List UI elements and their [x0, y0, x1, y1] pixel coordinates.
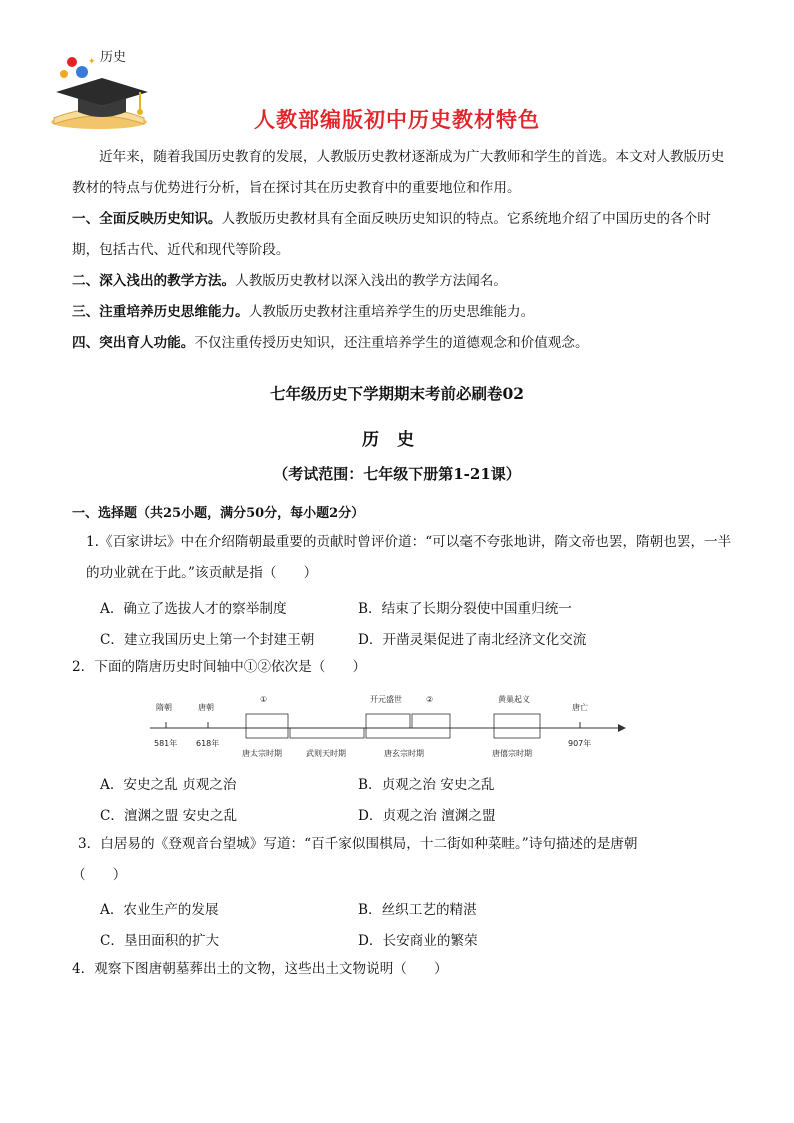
question-3-stem: 3．白居易的《登观音台望城》写道：“百千家似围棋局，十二街如种菜畦。”诗句描述的是唐朝（ ） — [72, 836, 638, 883]
question-3-option-c[interactable]: C．垦田面积的扩大 — [100, 933, 220, 949]
timeline-label-kaiyuan: 开元盛世 — [370, 695, 402, 704]
point-text: 人教版历史教材具有全面反映历史知识的特点。它系统地介绍了中国历史的各个时期，包括古代、近代和现代等阶段。 — [72, 211, 711, 258]
question-3-option-d[interactable]: D．长安商业的繁荣 — [358, 933, 478, 949]
point-title: 四、突出育人功能。 — [72, 335, 195, 351]
timeline-label-2: ② — [426, 695, 434, 704]
timeline-year-907: 907年 — [568, 739, 592, 748]
point-text: 人教版历史教材以深入浅出的教学方法闻名。 — [235, 273, 507, 289]
banner-title: 人教部编版初中历史教材特色 — [254, 108, 540, 132]
question-3-option-a[interactable]: A．农业生产的发展 — [100, 902, 219, 918]
question-1-stem: 1.《百家讲坛》中在介绍隋朝最重要的贡献时曾评价道：“可以毫不夸张地讲，隋文帝也罢，隋朝也罢，一半的功业就在于此。”该贡献是指（ ） — [86, 534, 732, 581]
timeline-period-taizong: 唐太宗时期 — [242, 749, 282, 758]
timeline-label-tang: 唐朝 — [198, 703, 214, 712]
subject-tag: 历史 — [100, 50, 127, 65]
timeline-label-1: ① — [260, 695, 268, 704]
timeline-year-581: 581年 — [154, 739, 178, 748]
question-2-option-c[interactable]: C．澶渊之盟 安史之乱 — [100, 808, 238, 824]
question-1-option-d[interactable]: D．开凿灵渠促进了南北经济文化交流 — [358, 632, 587, 648]
timeline-year-618: 618年 — [196, 739, 220, 748]
point-title: 一、全面反映历史知识。 — [72, 211, 222, 227]
timeline-period-xuanzong: 唐玄宗时期 — [384, 749, 424, 758]
timeline-period-wuzetian: 武则天时期 — [306, 749, 346, 758]
timeline-label-sui: 隋朝 — [156, 703, 172, 712]
timeline-period-xizong: 唐僖宗时期 — [492, 749, 532, 758]
exam-range: （考试范围：七年级下册第1-21课） — [273, 465, 521, 483]
point-title: 三、注重培养历史思维能力。 — [72, 304, 249, 320]
question-1-option-a[interactable]: A．确立了选拔人才的察举制度 — [100, 601, 287, 617]
exam-title: 七年级历史下学期期末考前必刷卷02 — [269, 384, 525, 403]
sui-tang-timeline — [150, 690, 630, 758]
question-3-option-b[interactable]: B．丝织工艺的精湛 — [358, 902, 477, 918]
question-4-stem: 4．观察下图唐朝墓葬出土的文物，这些出土文物说明（ ） — [72, 961, 448, 977]
svg-text:✦: ✦ — [88, 57, 96, 67]
timeline-label-tang-end: 唐亡 — [572, 703, 588, 712]
question-2-option-d[interactable]: D．贞观之治 澶渊之盟 — [358, 808, 496, 824]
point-text: 不仅注重传授历史知识，还注重培养学生的道德观念和价值观念。 — [194, 335, 589, 351]
question-1-option-b[interactable]: B．结束了长期分裂使中国重归统一 — [358, 601, 572, 617]
point-title: 二、深入浅出的教学方法。 — [72, 273, 236, 289]
question-1-option-c[interactable]: C．建立我国历史上第一个封建王朝 — [100, 632, 315, 648]
section-heading: 一、选择题（共25小题，满分50分，每小题2分） — [72, 506, 365, 521]
question-2-option-b[interactable]: B．贞观之治 安史之乱 — [358, 777, 495, 793]
question-2-option-a[interactable]: A．安史之乱 贞观之治 — [100, 777, 237, 793]
exam-subject: 历史 — [362, 430, 432, 450]
timeline-label-huangchao: 黄巢起义 — [498, 695, 530, 704]
intro-point-2 — [72, 266, 732, 297]
intro-point-1 — [72, 204, 732, 266]
intro-point-4 — [72, 328, 732, 359]
question-2-stem: 2．下面的隋唐历史时间轴中①②依次是（ ） — [72, 659, 367, 675]
intro-point-3 — [72, 297, 732, 328]
point-text: 人教版历史教材注重培养学生的历史思维能力。 — [248, 304, 535, 320]
intro-paragraph: 近年来，随着我国历史教育的发展，人教版历史教材逐渐成为广大教师和学生的首选。本文对人教版历史教材的特点与优势进行分析，旨在探讨其在历史教育中的重要地位和作用。 — [72, 149, 725, 196]
